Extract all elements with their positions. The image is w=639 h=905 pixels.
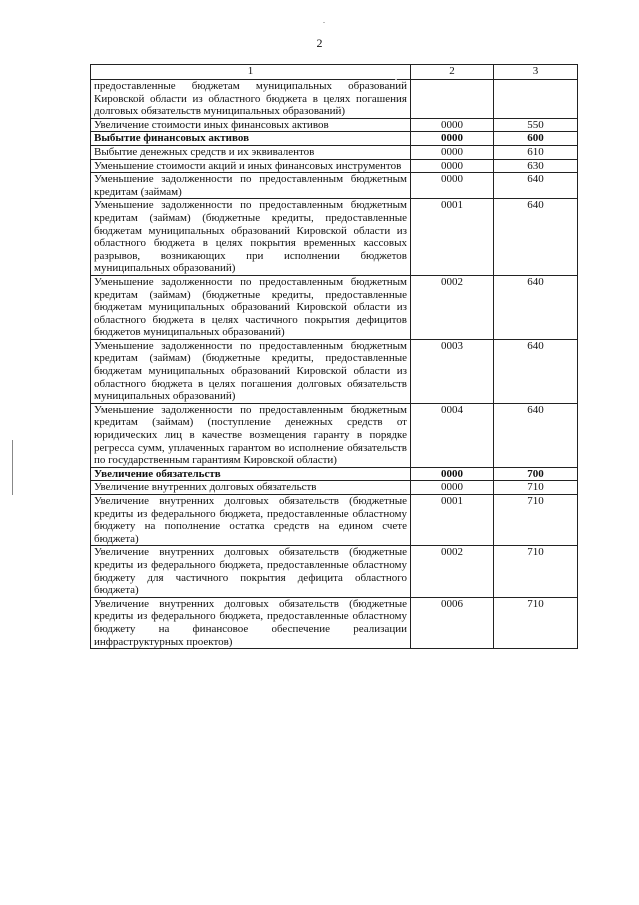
row-kosgu: 610	[494, 145, 578, 159]
row-code: 0000	[411, 467, 494, 481]
column-header: 2	[411, 65, 494, 80]
row-code: 0003	[411, 339, 494, 403]
scan-margin-mark	[12, 440, 13, 495]
table-row	[91, 339, 578, 403]
row-description: Уменьшение задолженности по предоставленным бюджетным кредитам (займам) (бюджетные кредиты, предоставленные бюджетам муниципальных образований Кировской области из областного бюджета в целях покрытия временных кассовых разрывов, возникающих при исполнении бюджетов муниципальных образований)	[91, 199, 411, 276]
row-kosgu: 550	[494, 118, 578, 132]
row-kosgu: 600	[494, 132, 578, 146]
row-kosgu: 640	[494, 173, 578, 199]
row-description: Увеличение обязательств	[91, 467, 411, 481]
table-row	[91, 467, 578, 481]
row-code: 0000	[411, 159, 494, 173]
row-description: Увеличение внутренних долговых обязательств (бюджетные кредиты из федерального бюджета, предоставленные областному бюджету для частичного покрытия дефицита областного бюджета)	[91, 546, 411, 597]
row-code: 0000	[411, 481, 494, 495]
scan-speck	[395, 79, 397, 80]
row-kosgu	[494, 80, 578, 119]
scan-speck	[323, 22, 325, 23]
row-code	[411, 80, 494, 119]
row-kosgu: 700	[494, 467, 578, 481]
row-description: предоставленные бюджетам муниципальных образований Кировской области из областного бюджета в целях погашения долговых обязательств муниципальных образований)	[91, 80, 411, 119]
table-row	[91, 597, 578, 648]
row-description: Уменьшение задолженности по предоставленным бюджетным кредитам (займам) (поступление денежных средств от юридических лиц в качестве возмещения гаранту в порядке регресса сумм, уплаченных гарантом во исполнение обязательств по государственным гарантиям Кировской области)	[91, 403, 411, 467]
page-number: 2	[316, 36, 323, 50]
row-kosgu: 710	[494, 597, 578, 648]
row-code: 0002	[411, 546, 494, 597]
table-row	[91, 495, 578, 546]
row-code: 0000	[411, 145, 494, 159]
table-row	[91, 159, 578, 173]
table-row	[91, 481, 578, 495]
table-row	[91, 275, 578, 339]
row-description: Увеличение стоимости иных финансовых активов	[91, 118, 411, 132]
table-header-row	[91, 65, 578, 80]
table-row	[91, 118, 578, 132]
table-row	[91, 199, 578, 276]
row-code: 0001	[411, 199, 494, 276]
row-code: 0000	[411, 132, 494, 146]
row-kosgu: 710	[494, 546, 578, 597]
row-code: 0000	[411, 173, 494, 199]
budget-classification-table	[90, 64, 578, 649]
row-description: Уменьшение задолженности по предоставленным бюджетным кредитам (займам)	[91, 173, 411, 199]
table-row	[91, 403, 578, 467]
row-code: 0000	[411, 118, 494, 132]
row-kosgu: 640	[494, 275, 578, 339]
row-code: 0006	[411, 597, 494, 648]
row-description: Уменьшение задолженности по предоставленным бюджетным кредитам (займам) (бюджетные кредиты, предоставленные бюджетам муниципальных образований Кировской области из областного бюджета в целях погашения долговых обязательств муниципальных образований)	[91, 339, 411, 403]
row-description: Выбытие денежных средств и их эквивалентов	[91, 145, 411, 159]
row-kosgu: 710	[494, 481, 578, 495]
table-row	[91, 145, 578, 159]
row-kosgu: 710	[494, 495, 578, 546]
row-description: Выбытие финансовых активов	[91, 132, 411, 146]
row-description: Увеличение внутренних долговых обязательств	[91, 481, 411, 495]
column-header: 1	[91, 65, 411, 80]
row-code: 0002	[411, 275, 494, 339]
table-row	[91, 132, 578, 146]
row-code: 0001	[411, 495, 494, 546]
row-code: 0004	[411, 403, 494, 467]
column-header: 3	[494, 65, 578, 80]
row-kosgu: 630	[494, 159, 578, 173]
row-description: Увеличение внутренних долговых обязательств (бюджетные кредиты из федерального бюджета, предоставленные областному бюджету на пополнение остатка средств на едином счете бюджета)	[91, 495, 411, 546]
table-row	[91, 546, 578, 597]
row-kosgu: 640	[494, 403, 578, 467]
row-description: Уменьшение стоимости акций и иных финансовых инструментов	[91, 159, 411, 173]
table-row	[91, 80, 578, 119]
table-row	[91, 173, 578, 199]
row-description: Уменьшение задолженности по предоставленным бюджетным кредитам (займам) (бюджетные кредиты, предоставленные бюджетам муниципальных образований Кировской области из областного бюджета в целях частичного покрытия дефицитов бюджетов муниципальных образований)	[91, 275, 411, 339]
row-kosgu: 640	[494, 339, 578, 403]
row-description: Увеличение внутренних долговых обязательств (бюджетные кредиты из федерального бюджета, предоставленные областному бюджету на финансовое обеспечение реализации инфраструктурных проектов)	[91, 597, 411, 648]
row-kosgu: 640	[494, 199, 578, 276]
